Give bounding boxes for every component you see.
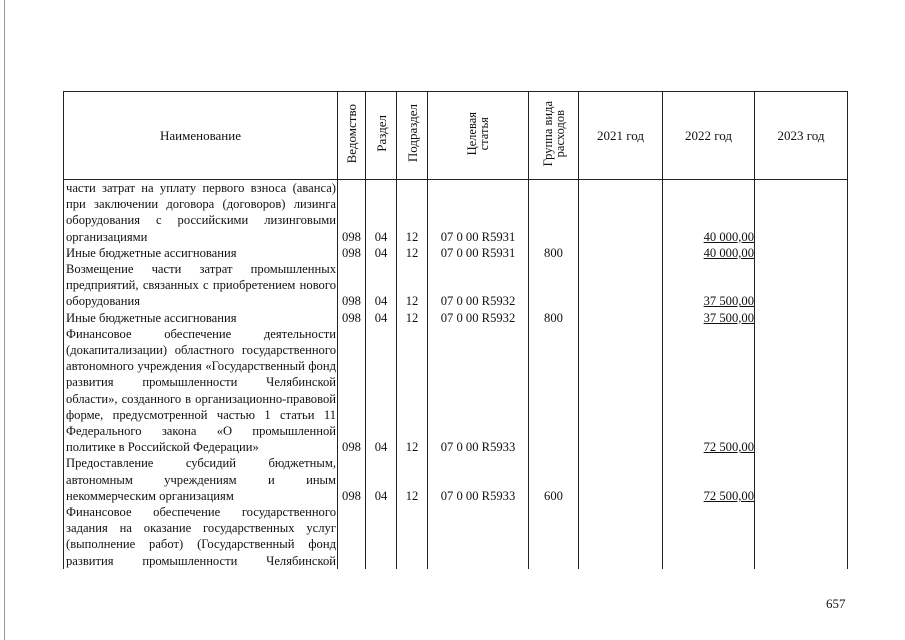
row-sec: 04 <box>366 455 397 504</box>
row-2021 <box>579 455 663 504</box>
header-subsection: Подраздел <box>397 92 428 180</box>
row-group: 800 <box>529 245 579 261</box>
row-2021 <box>579 310 663 326</box>
row-sub: 12 <box>397 245 428 261</box>
row-group <box>529 180 579 245</box>
table-row <box>64 310 848 326</box>
row-group <box>529 326 579 456</box>
header-department: Ведомство <box>338 92 366 180</box>
row-2022: 40 000,00 <box>663 180 755 245</box>
row-2021 <box>579 326 663 456</box>
row-2023 <box>755 455 848 504</box>
row-group <box>529 504 579 569</box>
row-name: Иные бюджетные ассигнования <box>64 310 338 326</box>
header-row <box>64 92 848 180</box>
row-target <box>428 504 529 569</box>
page-number: 657 <box>826 596 846 611</box>
row-2023 <box>755 180 848 245</box>
row-2023 <box>755 245 848 261</box>
row-sec: 04 <box>366 245 397 261</box>
row-2022: 37 500,00 <box>663 310 755 326</box>
row-sec: 04 <box>366 310 397 326</box>
row-dept <box>338 504 366 569</box>
row-sub: 12 <box>397 310 428 326</box>
row-target: 07 0 00 R5931 <box>428 180 529 245</box>
row-2022 <box>663 504 755 569</box>
row-2021 <box>579 261 663 310</box>
header-2021: 2021 год <box>579 92 663 180</box>
header-2023: 2023 год <box>755 92 848 180</box>
row-target: 07 0 00 R5932 <box>428 261 529 310</box>
table-row <box>64 245 848 261</box>
row-target: 07 0 00 R5933 <box>428 455 529 504</box>
header-section: Раздел <box>366 92 397 180</box>
budget-table <box>63 91 848 569</box>
header-name: Наименование <box>64 92 338 180</box>
row-group: 600 <box>529 455 579 504</box>
row-target: 07 0 00 R5931 <box>428 245 529 261</box>
row-sub: 12 <box>397 261 428 310</box>
row-2022: 37 500,00 <box>663 261 755 310</box>
header-expense-group: Группа вида расходов <box>529 92 579 180</box>
row-sub <box>397 504 428 569</box>
row-dept: 098 <box>338 310 366 326</box>
row-name: Иные бюджетные ассигнования <box>64 245 338 261</box>
row-sub: 12 <box>397 326 428 456</box>
row-dept: 098 <box>338 455 366 504</box>
row-2023 <box>755 261 848 310</box>
table-row <box>64 180 848 245</box>
row-2023 <box>755 310 848 326</box>
row-target: 07 0 00 R5933 <box>428 326 529 456</box>
row-sec <box>366 504 397 569</box>
header-2022: 2022 год <box>663 92 755 180</box>
table-row <box>64 504 848 569</box>
row-2021 <box>579 504 663 569</box>
row-group <box>529 261 579 310</box>
row-sec: 04 <box>366 261 397 310</box>
row-2021 <box>579 180 663 245</box>
row-2022: 72 500,00 <box>663 326 755 456</box>
row-dept: 098 <box>338 245 366 261</box>
row-sub: 12 <box>397 180 428 245</box>
row-name: Предоставление субсидий бюджетным, автономным учреждениям и иным некоммерческим организациям <box>64 455 338 504</box>
row-group: 800 <box>529 310 579 326</box>
page-edge-line <box>4 0 5 640</box>
row-dept: 098 <box>338 180 366 245</box>
row-2022: 40 000,00 <box>663 245 755 261</box>
row-name: Финансовое обеспечение государственного задания на оказание государственных услуг (выполнение работ) (Государственный фонд развития промышленности Челябинской <box>64 504 338 569</box>
row-name: части затрат на уплату первого взноса (аванса) при заключении договора (договоров) лизинга оборудования с российскими лизинговыми организациями <box>64 180 338 245</box>
row-name: Финансовое обеспечение деятельности (докапитализации) областного государственного автономного учреждения «Государственный фонд развития промышленности Челябинской области», созданного в организационно-правовой форме, предусмотренной частью 1 статьи 11 Федерального закона «О промышленной политике в Российской Федерации» <box>64 326 338 456</box>
row-dept: 098 <box>338 261 366 310</box>
header-target-item: Целевая статья <box>428 92 529 180</box>
row-2023 <box>755 326 848 456</box>
row-2023 <box>755 504 848 569</box>
row-sec: 04 <box>366 326 397 456</box>
table-row <box>64 326 848 456</box>
table-row <box>64 261 848 310</box>
row-2021 <box>579 245 663 261</box>
row-sub: 12 <box>397 455 428 504</box>
row-sec: 04 <box>366 180 397 245</box>
row-2022: 72 500,00 <box>663 455 755 504</box>
row-dept: 098 <box>338 326 366 456</box>
row-name: Возмещение части затрат промышленных предприятий, связанных с приобретением нового оборудования <box>64 261 338 310</box>
row-target: 07 0 00 R5932 <box>428 310 529 326</box>
table-row <box>64 455 848 504</box>
